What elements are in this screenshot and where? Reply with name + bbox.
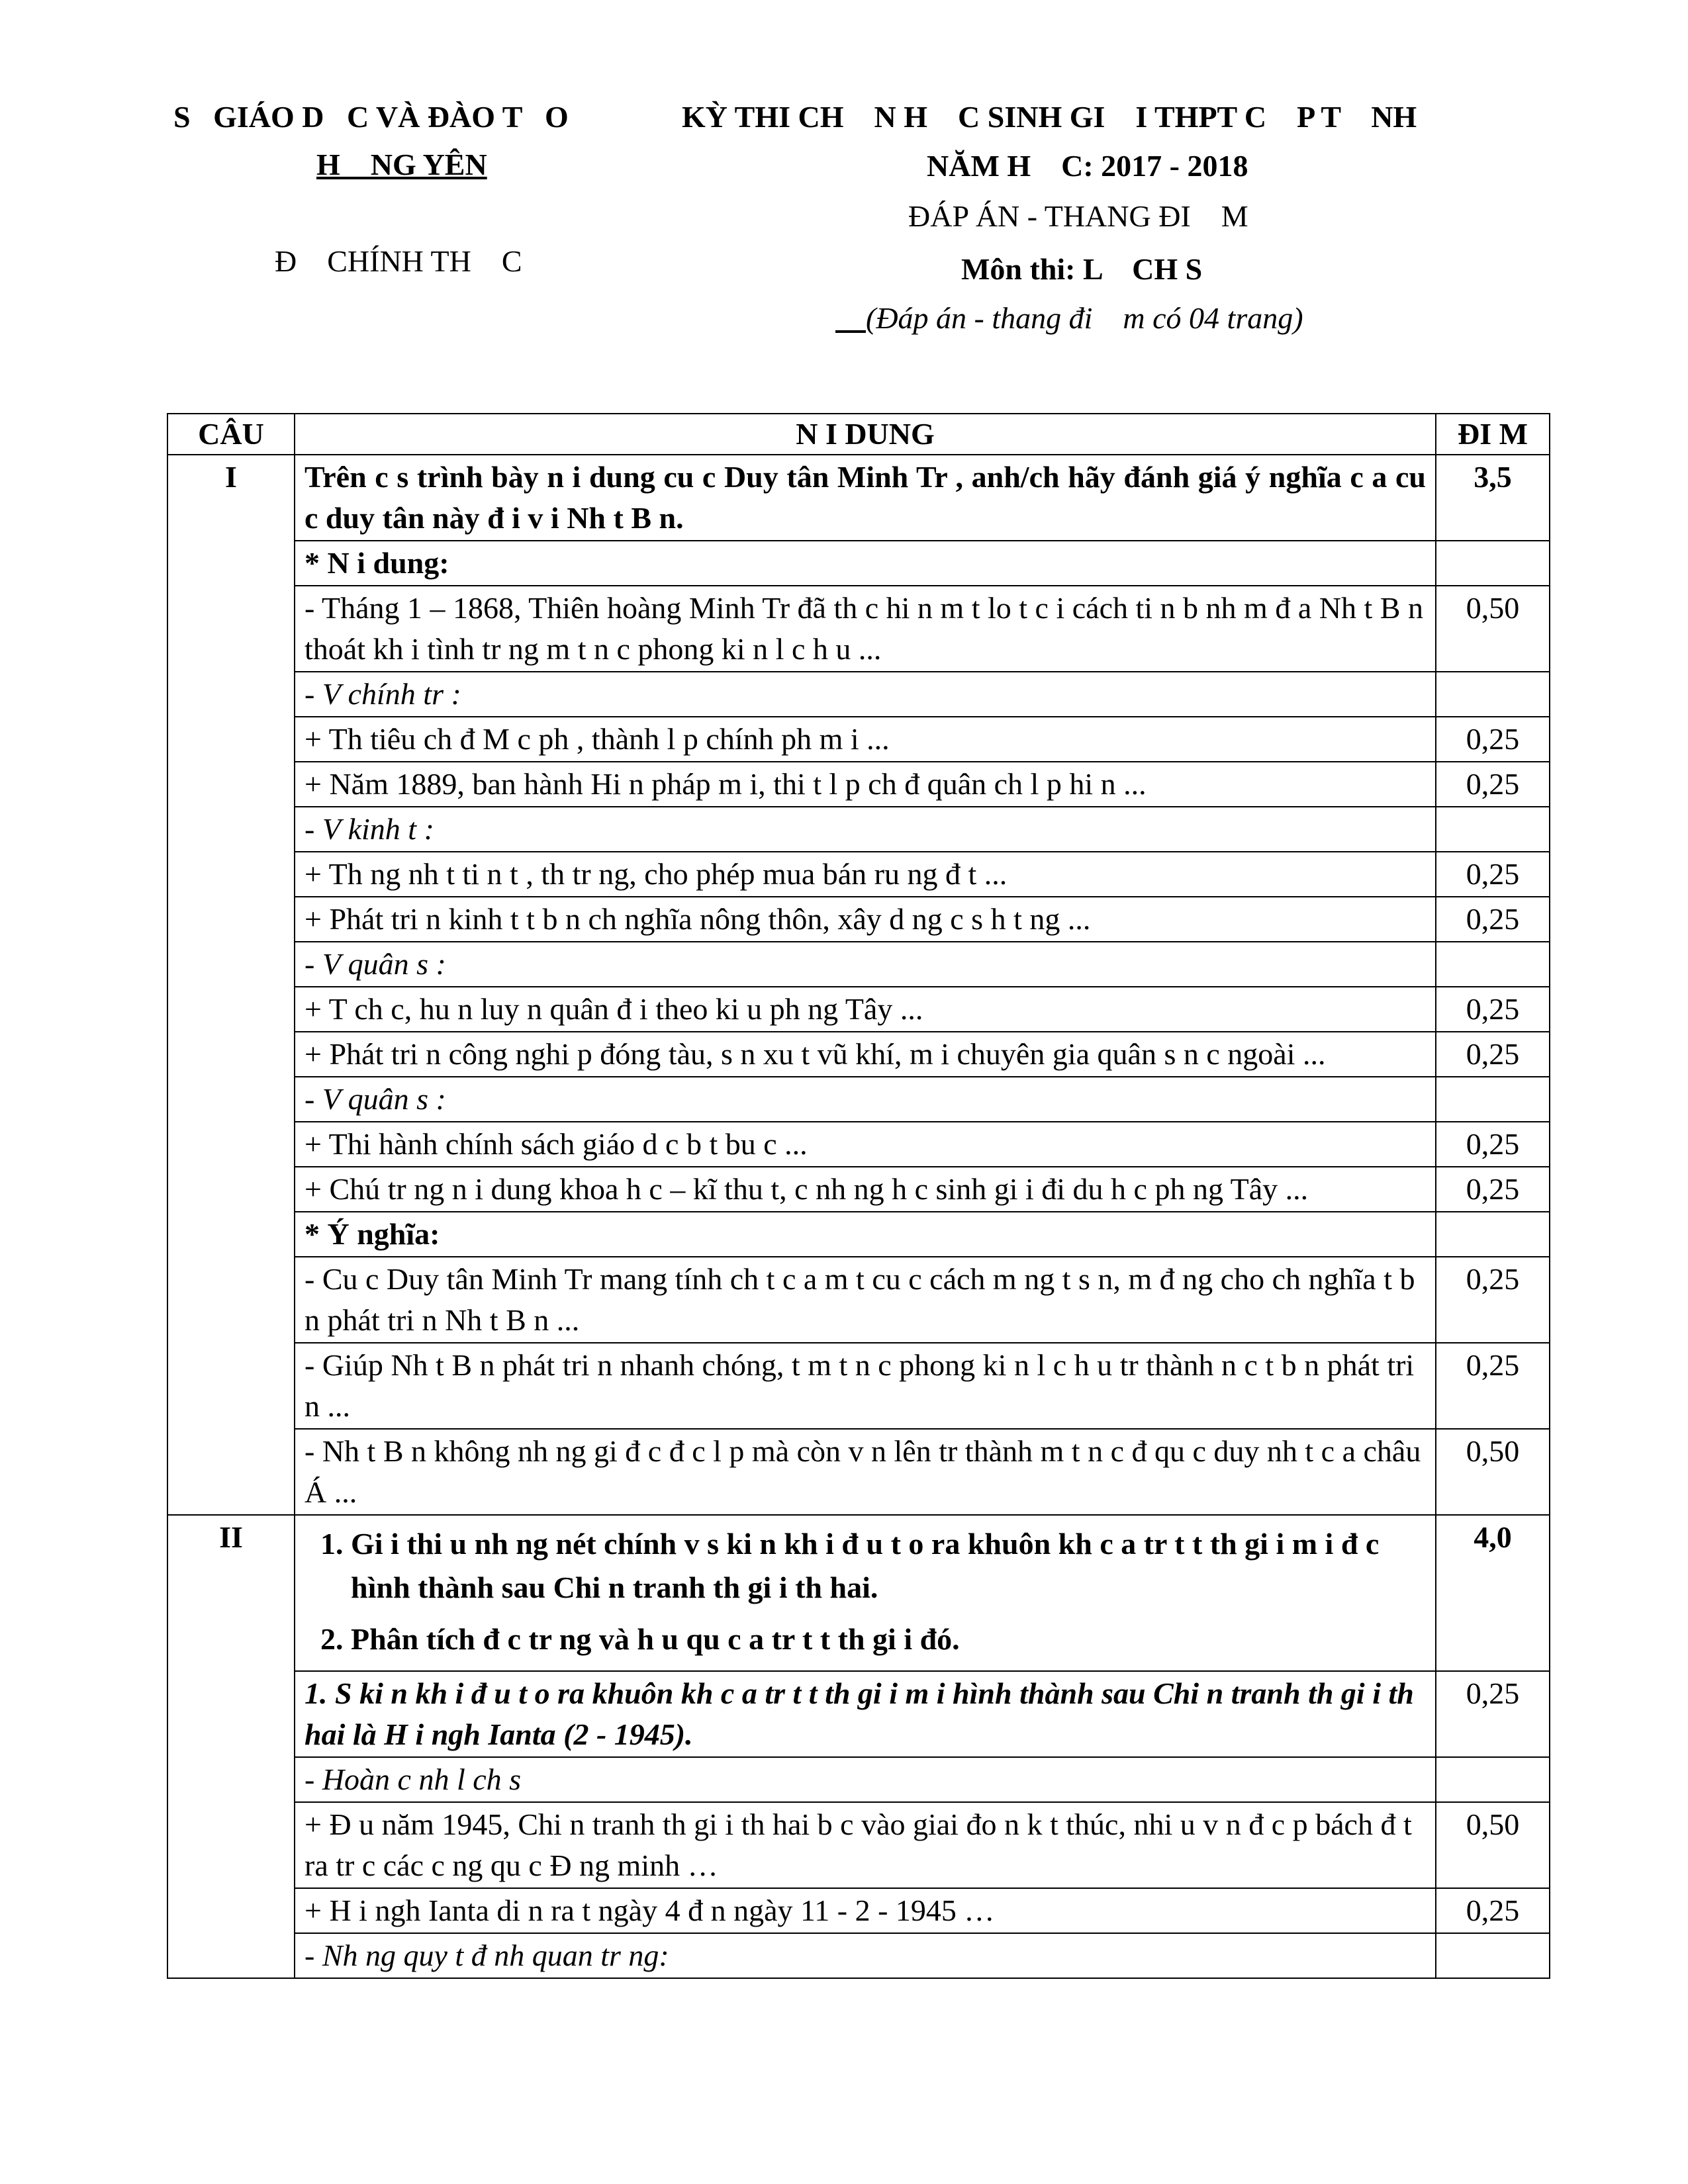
subsection-heading: - V kinh t : <box>295 807 1436 852</box>
score-cell <box>1436 1212 1550 1257</box>
answer-text: - Nh t B n không nh ng gi đ c đ c l p mà còn v n lên tr thành m t n c đ qu c duy nh t c a châu Á ... <box>295 1429 1436 1515</box>
score-cell: 0,25 <box>1436 852 1550 897</box>
page-count-note: (Đáp án - thang đi m có 04 trang) <box>866 301 1303 335</box>
score-cell <box>1436 1757 1550 1802</box>
score-cell: 0,50 <box>1436 1802 1550 1888</box>
score-cell <box>1436 672 1550 717</box>
table-row <box>167 1077 1550 1122</box>
table-row <box>167 1257 1550 1343</box>
score-cell: 0,25 <box>1436 897 1550 942</box>
section-heading: * N i dung: <box>295 541 1436 586</box>
answer-table <box>167 413 1550 1979</box>
score-cell <box>1436 942 1550 987</box>
score-cell: 0,25 <box>1436 717 1550 762</box>
answer-text: - Cu c Duy tân Minh Tr mang tính ch t c a m t cu c cách m ng t s n, m đ ng cho ch nghĩa t b n phát tri n Nh t B n ... <box>295 1257 1436 1343</box>
question-number: I <box>167 455 295 1515</box>
table-row <box>167 1167 1550 1212</box>
score-cell: 0,25 <box>1436 1032 1550 1077</box>
score-cell: 0,25 <box>1436 1167 1550 1212</box>
answer-text: + Năm 1889, ban hành Hi n pháp m i, thi t l p ch đ quân ch l p hi n ... <box>295 762 1436 807</box>
table-row <box>167 1888 1550 1933</box>
score-cell: 0,25 <box>1436 1257 1550 1343</box>
table-header-row <box>167 414 1550 455</box>
table-row <box>167 1343 1550 1429</box>
header-cau: CÂU <box>167 414 295 455</box>
answer-text: + Th tiêu ch đ M c ph , thành l p chính ph m i ... <box>295 717 1436 762</box>
table-row <box>167 586 1550 672</box>
table-row <box>167 1933 1550 1978</box>
question-number: II <box>167 1515 295 1978</box>
answer-text: - Tháng 1 – 1868, Thiên hoàng Minh Tr đã th c hi n m t lo t c i cách ti n b nh m đ a Nh t B n thoát kh i tình tr ng m t n c phong ki n l c h u ... <box>295 586 1436 672</box>
section-heading: * Ý nghĩa: <box>295 1212 1436 1257</box>
table-row <box>167 762 1550 807</box>
score-cell <box>1436 1933 1550 1978</box>
score-cell: 0,50 <box>1436 1429 1550 1515</box>
school-year: NĂM H C: 2017 - 2018 <box>927 149 1248 183</box>
score-cell <box>1436 807 1550 852</box>
table-row <box>167 942 1550 987</box>
agency-name: S GIÁO D C VÀ ĐÀO T O <box>173 100 569 134</box>
subject-name: Môn thi: L CH S <box>961 252 1203 286</box>
answer-text: + Phát tri n kinh t t b n ch nghĩa nông thôn, xây d ng c s h t ng ... <box>295 897 1436 942</box>
official-label: Đ CHÍNH TH C <box>275 244 522 278</box>
header-diem: ĐI M <box>1436 414 1550 455</box>
answer-key-title: ĐÁP ÁN - THANG ĐI M <box>908 199 1248 233</box>
table-row <box>167 541 1550 586</box>
subsection-heading: - Nh ng quy t đ nh quan tr ng: <box>295 1933 1436 1978</box>
table-row <box>167 897 1550 942</box>
table-row <box>167 852 1550 897</box>
province-name: H NG YÊN <box>316 148 487 181</box>
table-row <box>167 987 1550 1032</box>
question-part-1: 1. Gi i thi u nh ng nét chính v s ki n kh i đ u t o ra khuôn kh c a tr t t th gi i m i đ c hình thành sau Chi n tranh th gi i th hai. <box>351 1522 1426 1610</box>
table-row <box>167 672 1550 717</box>
score-cell <box>1436 541 1550 586</box>
score-cell: 0,25 <box>1436 762 1550 807</box>
table-row <box>167 455 1550 541</box>
table-row <box>167 1429 1550 1515</box>
question-score: 4,0 <box>1436 1515 1550 1671</box>
score-cell: 0,25 <box>1436 1122 1550 1167</box>
table-row <box>167 1122 1550 1167</box>
answer-heading: 1. S ki n kh i đ u t o ra khuôn kh c a tr t t th gi i m i hình thành sau Chi n tranh th gi i th hai là H i ngh Ianta (2 - 1945). <box>295 1671 1436 1757</box>
table-row <box>167 1032 1550 1077</box>
answer-text: - Giúp Nh t B n phát tri n nhanh chóng, t m t n c phong ki n l c h u tr thành n c t b n phát tri n ... <box>295 1343 1436 1429</box>
answer-text: + T ch c, hu n luy n quân đ i theo ki u ph ng Tây ... <box>295 987 1436 1032</box>
answer-text: + Chú tr ng n i dung khoa h c – kĩ thu t, c nh ng h c sinh gi i đi du h c ph ng Tây ... <box>295 1167 1436 1212</box>
score-cell: 0,50 <box>1436 586 1550 672</box>
table-row <box>167 1671 1550 1757</box>
table-row <box>167 1212 1550 1257</box>
score-cell <box>1436 1077 1550 1122</box>
question-part-2: 2. Phân tích đ c tr ng và h u qu c a tr t t th gi i đó. <box>351 1617 1426 1661</box>
table-row <box>167 1757 1550 1802</box>
answer-text: + Thi hành chính sách giáo d c b t bu c ... <box>295 1122 1436 1167</box>
header-noi-dung: N I DUNG <box>295 414 1436 455</box>
answer-text: + Th ng nh t ti n t , th tr ng, cho phép mua bán ru ng đ t ... <box>295 852 1436 897</box>
question-text <box>295 1515 1436 1671</box>
question-score: 3,5 <box>1436 455 1550 541</box>
table-row <box>167 807 1550 852</box>
subsection-heading: - V chính tr : <box>295 672 1436 717</box>
subsection-heading: - Hoàn c nh l ch s <box>295 1757 1436 1802</box>
exam-title: KỲ THI CH N H C SINH GI I THPT C P T NH <box>682 100 1417 134</box>
question-text: Trên c s trình bày n i dung cu c Duy tân Minh Tr , anh/ch hãy đánh giá ý nghĩa c a cu c duy tân này đ i v i Nh t B n. <box>295 455 1436 541</box>
table-row <box>167 1515 1550 1671</box>
score-cell: 0,25 <box>1436 1888 1550 1933</box>
subsection-heading: - V quân s : <box>295 1077 1436 1122</box>
score-cell: 0,25 <box>1436 987 1550 1032</box>
answer-text: + Đ u năm 1945, Chi n tranh th gi i th hai b c vào giai đo n k t thúc, nhi u v n đ c p bách đ t ra tr c các c ng qu c Đ ng minh … <box>295 1802 1436 1888</box>
table-row <box>167 1802 1550 1888</box>
score-cell: 0,25 <box>1436 1671 1550 1757</box>
subsection-heading: - V quân s : <box>295 942 1436 987</box>
table-row <box>167 717 1550 762</box>
answer-text: + H i ngh Ianta di n ra t ngày 4 đ n ngày 11 - 2 - 1945 … <box>295 1888 1436 1933</box>
answer-text: + Phát tri n công nghi p đóng tàu, s n xu t vũ khí, m i chuyên gia quân s n c ngoài ... <box>295 1032 1436 1077</box>
score-cell: 0,25 <box>1436 1343 1550 1429</box>
